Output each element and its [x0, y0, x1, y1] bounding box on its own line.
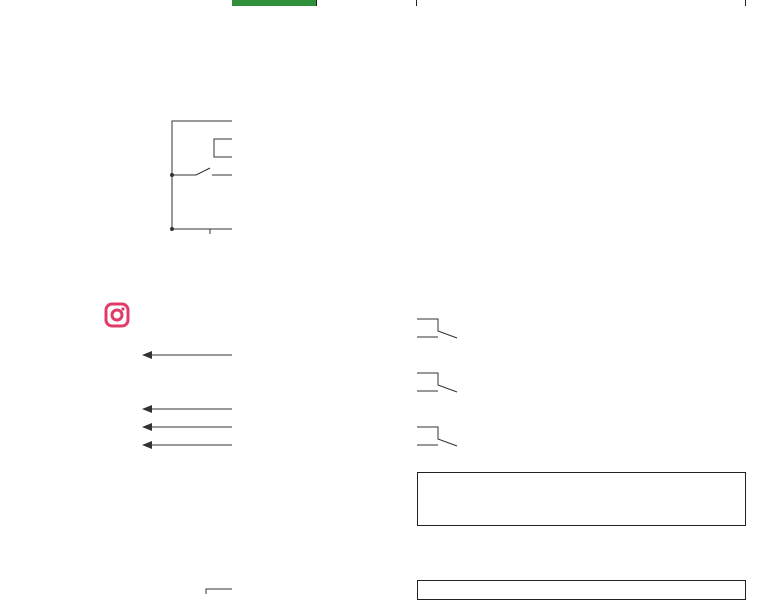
start-switch: [196, 168, 210, 175]
instagram-watermark: [104, 302, 130, 328]
dgnd-dcom-jumper: [214, 139, 232, 157]
instagram-icon: [104, 302, 130, 328]
